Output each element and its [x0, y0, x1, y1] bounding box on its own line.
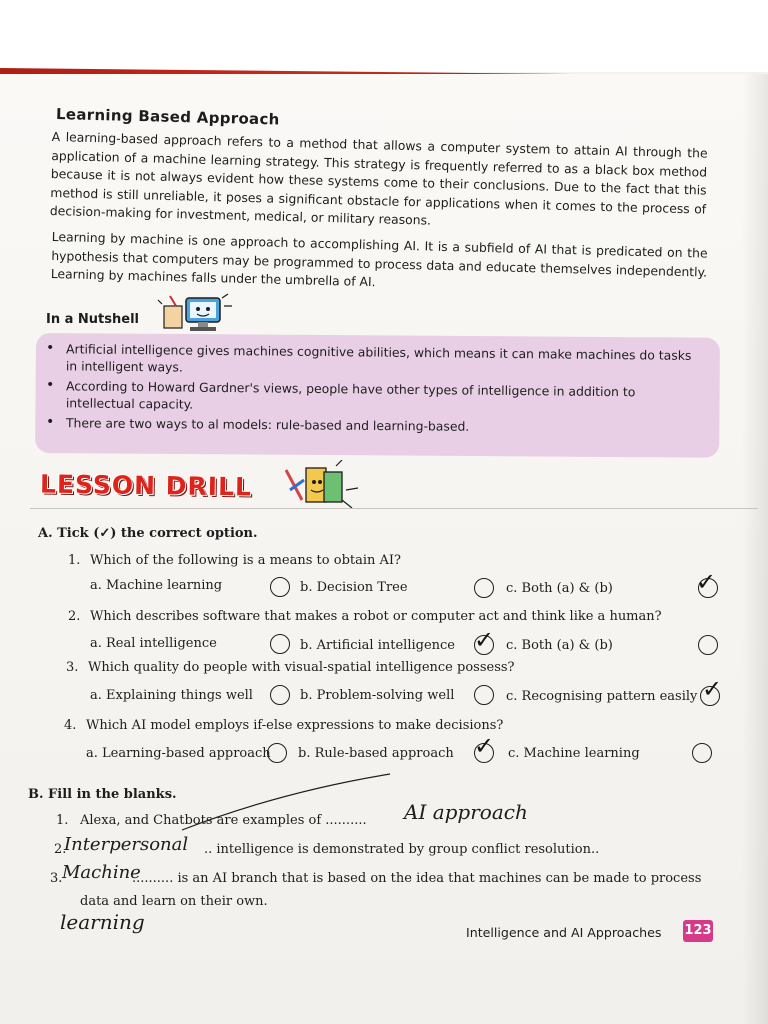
section-a-heading: A. Tick (✓) the correct option.	[38, 526, 258, 541]
q1-option-b: b. Decision Tree	[300, 580, 408, 595]
q2-option-c-circle[interactable]	[698, 635, 718, 655]
question-1-text: Which of the following is a means to obtain AI?	[90, 553, 402, 568]
background-top	[0, 0, 768, 72]
question-4-text: Which AI model employs if-else expressions to make decisions?	[86, 718, 504, 733]
q4-option-a-circle[interactable]	[267, 743, 287, 763]
nutshell-list	[36, 340, 696, 434]
blank-1-text: Alexa, and Chatbots are examples of ..........	[80, 813, 367, 828]
blank-3-answer[interactable]: Machine	[62, 862, 141, 883]
question-2-text: Which describes software that makes a robot or computer act and think like a human?	[90, 609, 662, 624]
section-b-heading: B. Fill in the blanks.	[28, 787, 177, 802]
q1-option-c: c. Both (a) & (b)	[506, 581, 613, 596]
q2-option-a: a. Real intelligence	[90, 636, 217, 651]
question-4-number: 4.	[64, 718, 77, 733]
page-edge-shadow	[742, 74, 768, 1024]
blank-3-number: 3.	[50, 871, 63, 886]
q3-option-b-circle[interactable]	[474, 685, 494, 705]
q2-option-a-circle[interactable]	[270, 634, 290, 654]
q1-option-b-circle[interactable]	[474, 578, 494, 598]
page-number-badge: 123	[683, 920, 713, 942]
q4-check-icon: ✓	[474, 732, 495, 760]
q2-option-c: c. Both (a) & (b)	[506, 638, 613, 653]
q2-check-icon: ✓	[474, 626, 495, 654]
blank-1-number: 1.	[56, 813, 69, 828]
q3-option-a-circle[interactable]	[270, 685, 290, 705]
question-3-number: 3.	[66, 660, 79, 675]
q4-option-c-circle[interactable]	[692, 743, 712, 763]
q4-option-a: a. Learning-based approach	[86, 746, 271, 761]
question-3-text: Which quality do people with visual-spatial intelligence possess?	[88, 660, 515, 675]
blank-3-text: .......... is an AI branch that is based on the idea that machines can be made to process	[132, 871, 702, 886]
paragraph-1: A learning-based approach refers to a method that allows a computer system to attain AI through the application of a machine learning strategy. This strategy is frequently referred to as a black box method because it is not always evident how these systems come to their conclusions. Due to the fact that this method is still unreliable, it poses a significant obstacle for applications when it comes to the process of decision-making for investment, medical, or military reasons.	[49, 128, 708, 228]
blank-1-answer[interactable]: AI approach	[404, 800, 528, 824]
q4-option-c: c. Machine learning	[508, 746, 640, 761]
q3-option-b: b. Problem-solving well	[300, 688, 455, 703]
lesson-drill-title: LESSON DRILL	[39, 469, 253, 502]
q3-option-a: a. Explaining things well	[90, 688, 253, 703]
blank-2-text: .. intelligence is demonstrated by group conflict resolution..	[204, 842, 600, 857]
blank-2-number: 2.	[54, 842, 67, 857]
blank-3-continuation: data and learn on their own.	[80, 894, 268, 909]
nutshell-heading: In a Nutshell	[46, 312, 139, 327]
cartoon-computer-icon	[150, 292, 240, 336]
section-title: Learning Based Approach	[55, 105, 280, 129]
q3-option-c: c. Recognising pattern easily	[506, 689, 698, 704]
q4-option-b: b. Rule-based approach	[298, 746, 454, 761]
nutshell-bullet: • Artificial intelligence gives machines cognitive abilities, which means it can make machines do tasks in intelligent ways.	[36, 340, 696, 381]
question-2-number: 2.	[68, 609, 81, 624]
q1-check-icon: ✓	[696, 568, 717, 596]
blank-2-answer[interactable]: Interpersonal	[64, 834, 189, 855]
paragraph-2: Learning by machine is one approach to accomplishing AI. It is a subfield of AI that is predicated on the hypothesis that computers may be programmed to process data and educate themselves independently. Learning by machines falls under the umbrella of AI.	[50, 228, 708, 290]
cartoon-books-icon	[276, 460, 366, 512]
q1-option-a: a. Machine learning	[90, 578, 223, 593]
q2-option-b: b. Artificial intelligence	[300, 638, 456, 653]
divider	[30, 508, 758, 509]
question-1-number: 1.	[68, 553, 81, 568]
chapter-footer: Intelligence and AI Approaches	[466, 925, 662, 940]
q3-check-icon: ✓	[702, 675, 723, 703]
nutshell-bullet: • There are two ways to al models: rule-based and learning-based.	[36, 414, 696, 437]
nutshell-bullet: • According to Howard Gardner's views, people have other types of intelligence in addition to intellectual capacity.	[36, 377, 696, 418]
blank-3-continuation-answer[interactable]: learning	[60, 910, 145, 934]
q1-option-a-circle[interactable]	[270, 577, 290, 597]
